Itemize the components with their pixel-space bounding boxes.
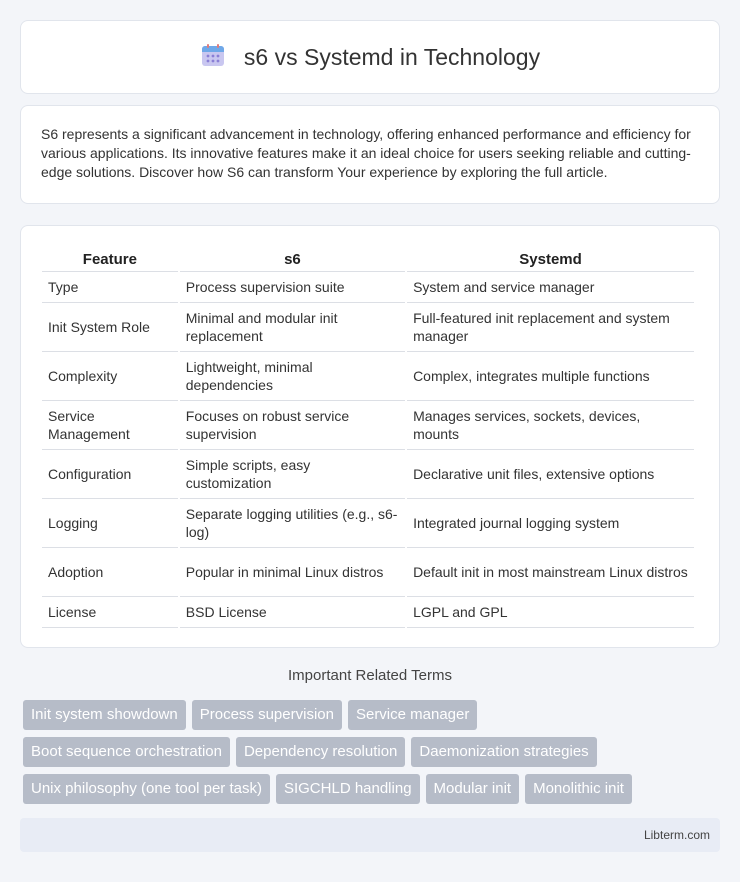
tag-init-system-showdown[interactable]: Init system showdown xyxy=(23,700,186,730)
table-row xyxy=(42,303,694,352)
tag-dependency-resolution[interactable]: Dependency resolution xyxy=(236,737,405,767)
related-terms-title: Important Related Terms xyxy=(288,667,452,684)
table-cell: Process supervision suite xyxy=(180,272,405,303)
table-cell: Default init in most mainstream Linux distros xyxy=(407,548,694,597)
table-row xyxy=(42,401,694,450)
tag-row xyxy=(23,700,723,730)
table-cell: Complex, integrates multiple functions xyxy=(407,352,694,401)
table-header-s6: s6 xyxy=(180,248,405,272)
related-terms-tags xyxy=(23,700,723,811)
table-header-feature: Feature xyxy=(42,248,178,272)
table-cell: Logging xyxy=(42,499,178,548)
tag-process-supervision[interactable]: Process supervision xyxy=(192,700,342,730)
table-cell: Integrated journal logging system xyxy=(407,499,694,548)
table-cell: Adoption xyxy=(42,548,178,597)
comparison-table xyxy=(40,248,696,628)
table-cell: Lightweight, minimal dependencies xyxy=(180,352,405,401)
table-cell: Simple scripts, easy customization xyxy=(180,450,405,499)
table-cell: Focuses on robust service supervision xyxy=(180,401,405,450)
footer xyxy=(20,818,720,852)
table-cell: System and service manager xyxy=(407,272,694,303)
tag-row xyxy=(23,737,723,767)
intro-card xyxy=(20,105,720,204)
table-cell: Full-featured init replacement and system manager xyxy=(407,303,694,352)
tag-sigchld-handling[interactable]: SIGCHLD handling xyxy=(276,774,420,804)
table-header-systemd: Systemd xyxy=(407,248,694,272)
table-row xyxy=(42,499,694,548)
table-cell: Manages services, sockets, devices, mounts xyxy=(407,401,694,450)
comparison-table-card xyxy=(20,225,720,648)
table-row xyxy=(42,548,694,597)
table-cell: Configuration xyxy=(42,450,178,499)
table-cell: Service Management xyxy=(42,401,178,450)
tag-row xyxy=(23,774,723,804)
table-row xyxy=(42,450,694,499)
tag-modular-init[interactable]: Modular init xyxy=(426,774,520,804)
table-row xyxy=(42,597,694,628)
title-card xyxy=(20,20,720,94)
table-cell: Minimal and modular init replacement xyxy=(180,303,405,352)
table-cell: BSD License xyxy=(180,597,405,628)
tag-boot-sequence-orchestration[interactable]: Boot sequence orchestration xyxy=(23,737,230,767)
table-cell: Init System Role xyxy=(42,303,178,352)
table-cell: Declarative unit files, extensive options xyxy=(407,450,694,499)
table-row xyxy=(42,352,694,401)
page-title: s6 vs Systemd in Technology xyxy=(243,43,541,70)
table-cell: Separate logging utilities (e.g., s6-log) xyxy=(180,499,405,548)
table-cell: LGPL and GPL xyxy=(407,597,694,628)
tag-monolithic-init[interactable]: Monolithic init xyxy=(525,774,632,804)
table-cell: License xyxy=(42,597,178,628)
calendar-icon xyxy=(200,42,226,73)
footer-brand-link[interactable]: Libterm.com xyxy=(643,828,710,842)
table-cell: Type xyxy=(42,272,178,303)
table-cell: Complexity xyxy=(42,352,178,401)
tag-unix-philosophy[interactable]: Unix philosophy (one tool per task) xyxy=(23,774,270,804)
intro-text: S6 represents a significant advancement in technology, offering enhanced performance and efficiency for various applications. Its innovative features make it an ideal choice for users seeking reliable and cutting-edge solutions. Discover how S6 can transform Your experience by exploring the full article. xyxy=(41,126,691,180)
table-cell: Popular in minimal Linux distros xyxy=(180,548,405,597)
tag-daemonization-strategies[interactable]: Daemonization strategies xyxy=(411,737,596,767)
tag-service-manager[interactable]: Service manager xyxy=(348,700,477,730)
table-row xyxy=(42,272,694,303)
